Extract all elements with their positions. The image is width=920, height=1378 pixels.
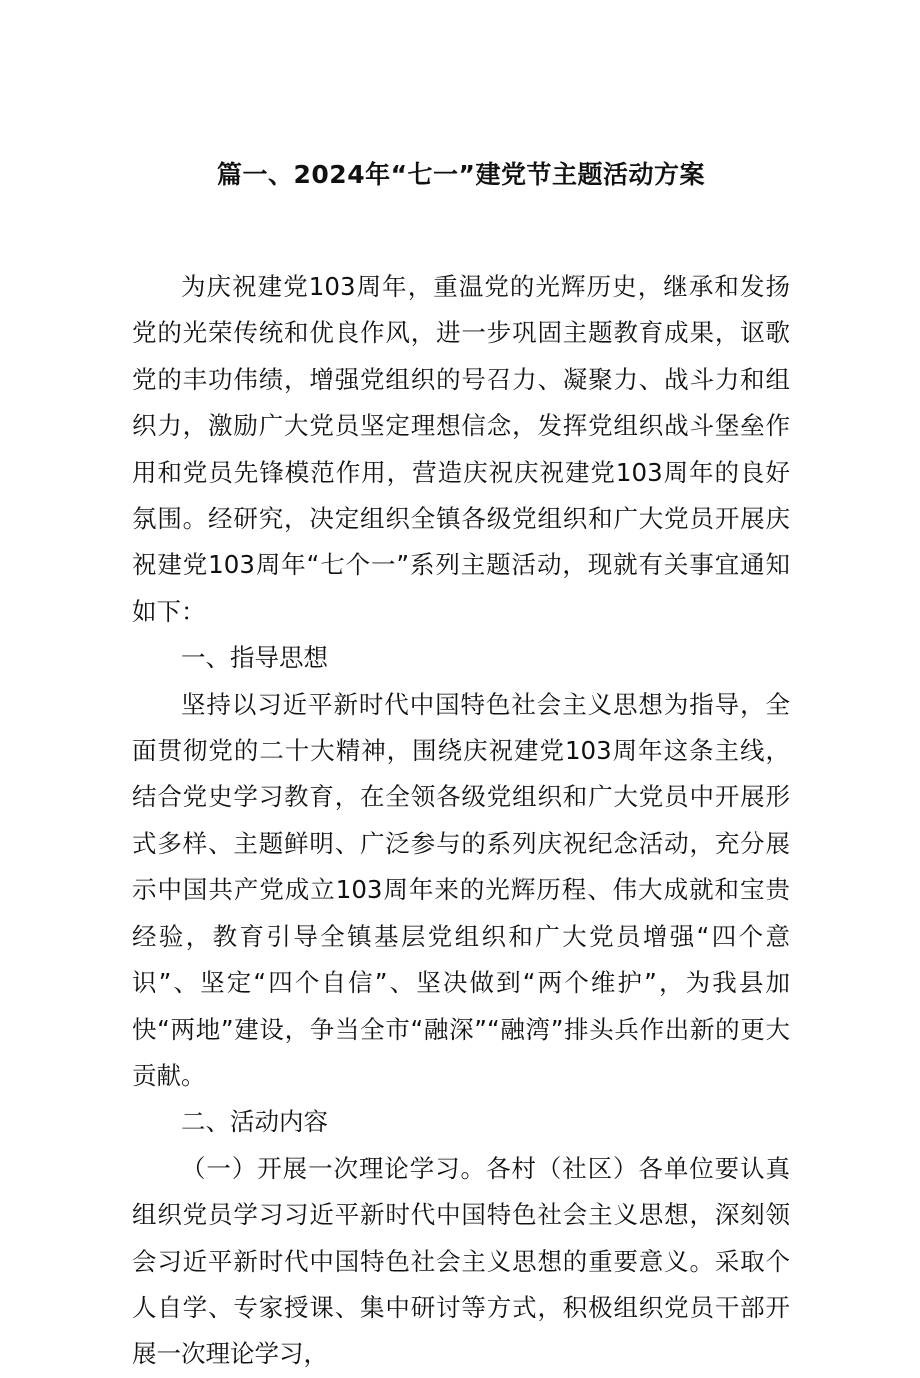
guiding-ideology-paragraph: 坚持以习近平新时代中国特色社会主义思想为指导，全面贯彻党的二十大精神，围绕庆祝建党103周年这条主线，结合党史学习教育，在全领各级党组织和广大党员中开展形式多样、主题鲜明、广泛参与的系列庆祝纪念活动，充分展示中国共产党成立103周年来的光辉历程、伟大成就和宝贵经验，教育引导全镇基层党组织和广大党员增强“四个意识”、坚定“四个自信”、坚决做到“两个维护”，为我县加快“两地”建设，争当全市“融深”“融湾”排头兵作出新的更大贡献。: [132, 689, 790, 1090]
section-heading-activity-content: 二、活动内容: [181, 1107, 328, 1137]
activity-item-theory-study: （一）开展一次理论学习。各村（社区）各单位要认真组织党员学习习近平新时代中国特色社会主义思想，深刻领会习近平新时代中国特色社会主义思想的重要意义。采取个人自学、专家授课、集中研讨等方式，积极组织党员干部开展一次理论学习，: [132, 1153, 790, 1369]
section-heading-guiding-ideology: 一、指导思想: [181, 643, 328, 673]
intro-paragraph: 为庆祝建党103周年，重温党的光辉历史，继承和发扬党的光荣传统和优良作风，进一步巩固主题教育成果，讴歌党的丰功伟绩，增强党组织的号召力、凝聚力、战斗力和组织力，激励广大党员坚定理想信念，发挥党组织战斗堡垒作用和党员先锋模范作用，营造庆祝庆祝建党103周年的良好氛围。经研究，决定组织全镇各级党组织和广大党员开展庆祝建党103周年“七个一”系列主题活动，现就有关事宜通知如下：: [132, 272, 790, 626]
document-title: 篇一、2024年“七一”建党节主题活动方案: [217, 160, 705, 189]
